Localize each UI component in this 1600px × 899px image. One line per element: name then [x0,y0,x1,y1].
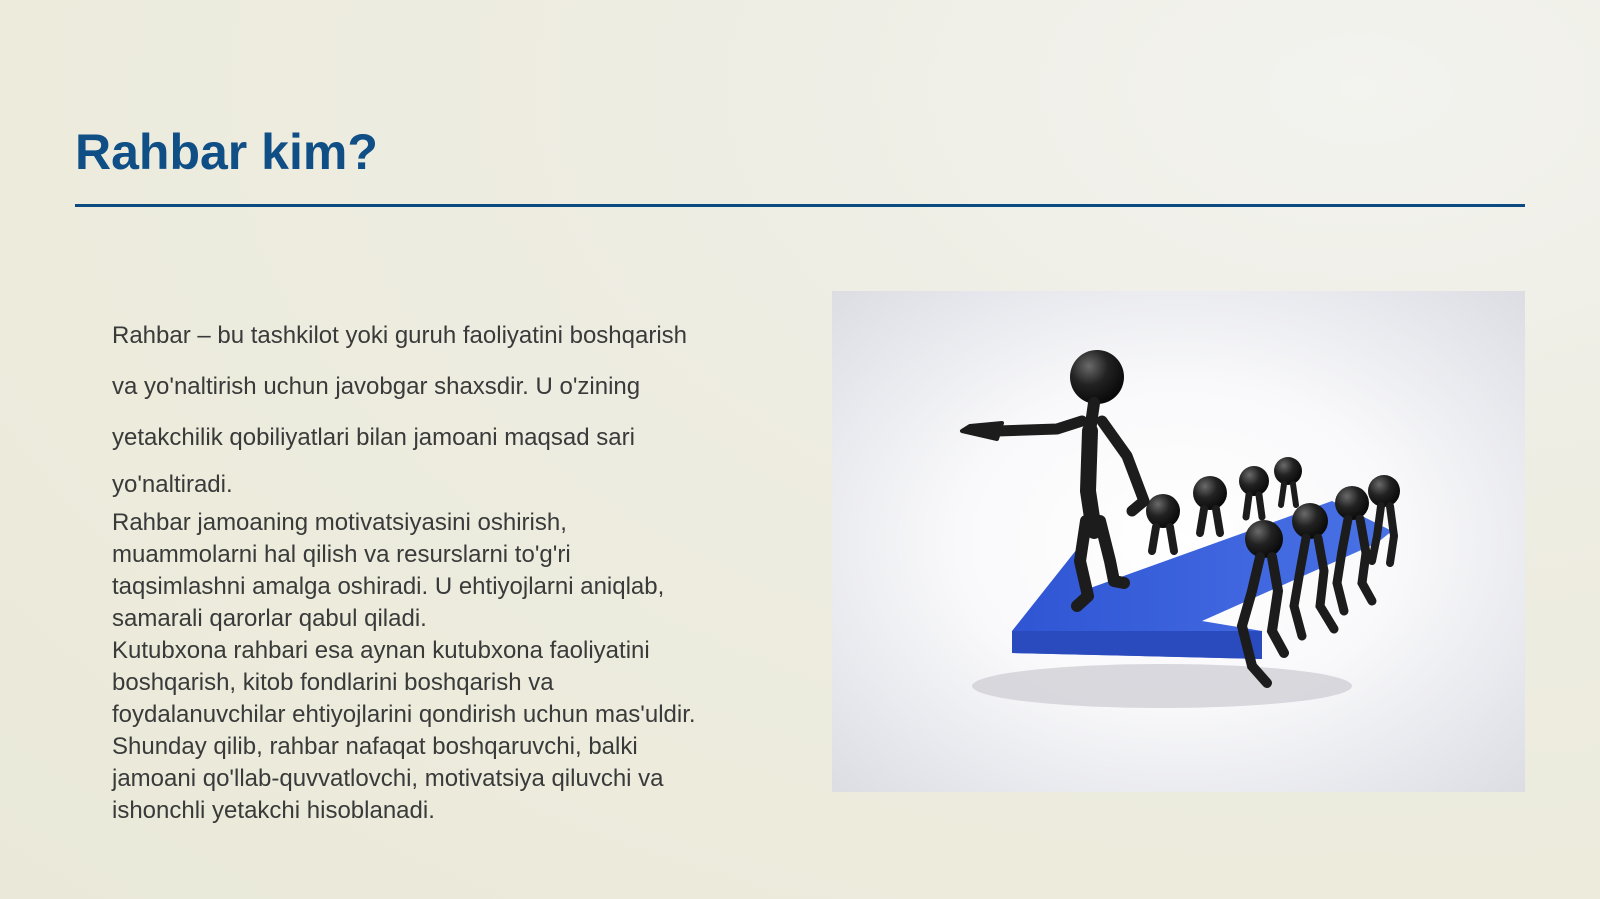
text-line: yetakchilik qobiliyatlari bilan jamoani maqsad sari [112,424,635,451]
text-line: muammolarni hal qilish va resurslarni to'g'ri [112,541,571,568]
text-line: boshqarish, kitob fondlarini boshqarish va [112,669,554,696]
title-underline [75,204,1525,207]
paragraph-definition [112,310,772,507]
text-line: taqsimlashni amalga oshiradi. U ehtiyojlarni aniqlab, [112,573,665,600]
text-line: foydalanuvchilar ehtiyojlarini qondirish uchun mas'uldir. [112,701,696,728]
paragraph-library [112,635,772,731]
leader-figure [962,350,1144,606]
leader-team-icon [832,291,1525,792]
paragraph-summary [112,731,772,827]
leader-illustration [832,291,1525,792]
body-text [112,310,772,827]
paragraph-duties [112,507,772,635]
text-line: yo'naltiradi. [112,471,233,498]
text-line: Shunday qilib, rahbar nafaqat boshqaruvchi, balki [112,733,638,760]
text-line: Rahbar jamoaning motivatsiyasini oshirish, [112,509,567,536]
text-line: jamoani qo'llab-quvvatlovchi, motivatsiya qiluvchi va [112,765,664,792]
text-line: Rahbar – bu tashkilot yoki guruh faoliyatini boshqarish [112,322,688,349]
text-line: samarali qarorlar qabul qiladi. [112,605,427,632]
text-line: ishonchli yetakchi hisoblanadi. [112,797,435,824]
text-line: va yo'naltirish uchun javobgar shaxsdir. U o'zining [112,373,641,400]
slide-title: Rahbar kim? [75,124,378,180]
text-line: Kutubxona rahbari esa aynan kutubxona faoliyatini [112,637,650,664]
